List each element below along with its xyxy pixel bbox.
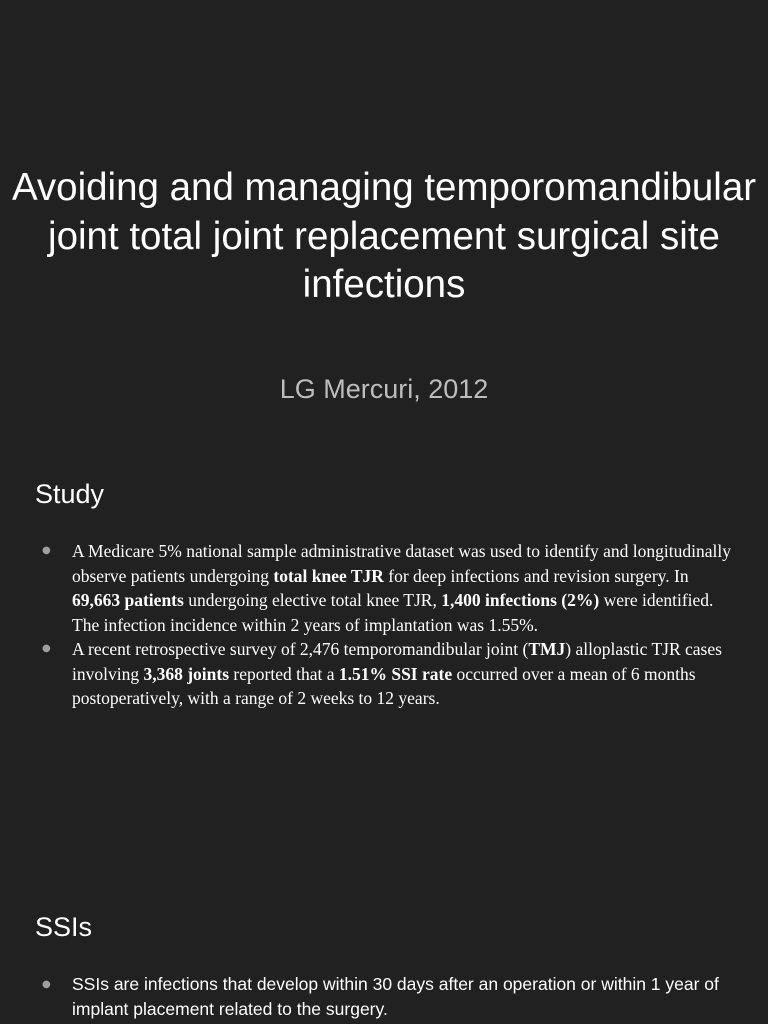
text-segment: A recent retrospective survey of 2,476 temporomandibular joint (: [72, 639, 529, 659]
text-segment: for deep infections and revision surgery. In: [383, 565, 689, 586]
slide-title: Avoiding and managing temporomandibular joint total joint replacement surgical site infections: [11, 166, 757, 306]
slide-subtitle: LG Mercuri, 2012: [279, 374, 489, 404]
bullet-item: [40, 972, 740, 1022]
text-segment: ) alloplastic TJR cases involving: [72, 639, 722, 684]
bullet-item: [40, 539, 740, 637]
text-segment: were identified. The infection incidence within 2 years of implantation was 1.55%.: [72, 590, 714, 635]
bold-text: 1,400 infections (2%): [441, 590, 600, 610]
bullet-list-ssis: [40, 972, 740, 1022]
bold-text: 69,663 patients: [72, 590, 184, 610]
bold-text: 3,368 joints: [143, 663, 230, 684]
bold-text: total knee TJR: [273, 565, 384, 586]
text-segment: reported that a: [229, 663, 339, 684]
section-heading-ssis: SSIs: [35, 912, 93, 942]
text-segment: occurred over a mean of 6 months postoperatively, with a range of 2 weeks to 12 years.: [72, 663, 696, 708]
text-segment: SSIs are infections that develop within 30 days after an operation or within 1 year of implant placement related to the surgery.: [72, 974, 719, 1019]
bold-text: 1.51% SSI rate: [338, 663, 453, 684]
text-segment: A Medicare 5% national sample administrative dataset was used to identify and longitudinally observe patients undergoing: [72, 541, 732, 586]
bullet-item: [40, 637, 740, 711]
section-heading-study: Study: [35, 479, 105, 509]
text-segment: undergoing elective total knee TJR,: [183, 590, 442, 610]
bullet-list-study: [40, 539, 740, 711]
bold-text: TMJ: [528, 639, 566, 659]
